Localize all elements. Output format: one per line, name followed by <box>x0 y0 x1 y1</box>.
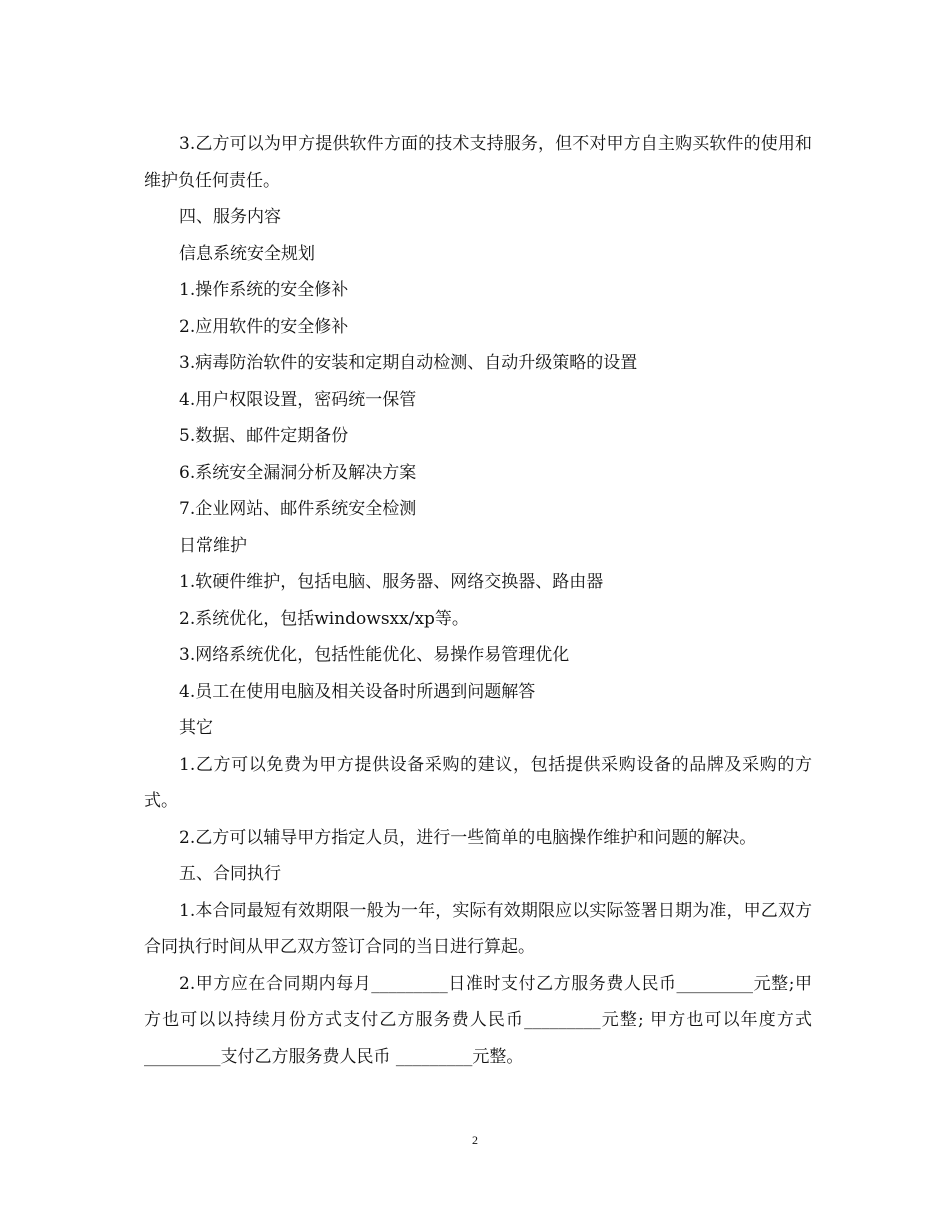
list-item: 7.企业网站、邮件系统安全检测 <box>179 499 417 519</box>
list-item: 2.系统优化，包括windowsxx/xp等。 <box>179 608 469 629</box>
subheading-daily-maintenance: 日常维护 <box>179 535 247 556</box>
subheading-other: 其它 <box>179 718 213 738</box>
heading-contract-execution: 五、合同执行 <box>179 864 281 884</box>
paragraph-software-support: 3.乙方可以为甲方提供软件方面的技术支持服务，但不对甲方自主购买软件的使用和维护负任何责任。 <box>144 134 812 191</box>
heading-service-content: 四、服务内容 <box>179 207 281 227</box>
list-item: 6.系统安全漏洞分析及解决方案 <box>179 462 417 483</box>
list-item: 2.乙方可以辅导甲方指定人员，进行一些简单的电脑操作维护和问题的解决。 <box>179 827 757 848</box>
list-item: 3.病毒防治软件的安装和定期自动检测、自动升级策略的设置 <box>179 353 638 373</box>
list-item: 5.数据、邮件定期备份 <box>179 426 349 446</box>
page-body <box>144 126 812 1075</box>
list-item: 2.甲方应在合同期内每月_________日准时支付乙方服务费人民币_________元整;甲方也可以以持续月份方式支付乙方服务费人民币_________元整; 甲方也可以年度方式_________支付乙方服务费人民币 _________元整。 <box>144 973 812 1067</box>
list-item: 2.应用软件的安全修补 <box>179 316 349 337</box>
list-item: 4.用户权限设置，密码统一保管 <box>179 389 417 410</box>
list-item: 1.软硬件维护，包括电脑、服务器、网络交换器、路由器 <box>179 572 604 592</box>
list-item: 1.操作系统的安全修补 <box>179 280 349 300</box>
list-item: 3.网络系统优化，包括性能优化、易操作易管理优化 <box>179 645 570 665</box>
list-item: 1.乙方可以免费为甲方提供设备采购的建议，包括提供采购设备的品牌及采购的方式。 <box>144 754 812 811</box>
list-item: 4.员工在使用电脑及相关设备时所遇到问题解答 <box>179 681 536 702</box>
page-number: 2 <box>472 1133 478 1147</box>
subheading-security-planning: 信息系统安全规划 <box>179 243 315 264</box>
list-item: 1.本合同最短有效期限一般为一年，实际有效期限应以实际签署日期为准，甲乙双方合同执行时间从甲乙双方签订合同的当日进行算起。 <box>144 900 812 957</box>
